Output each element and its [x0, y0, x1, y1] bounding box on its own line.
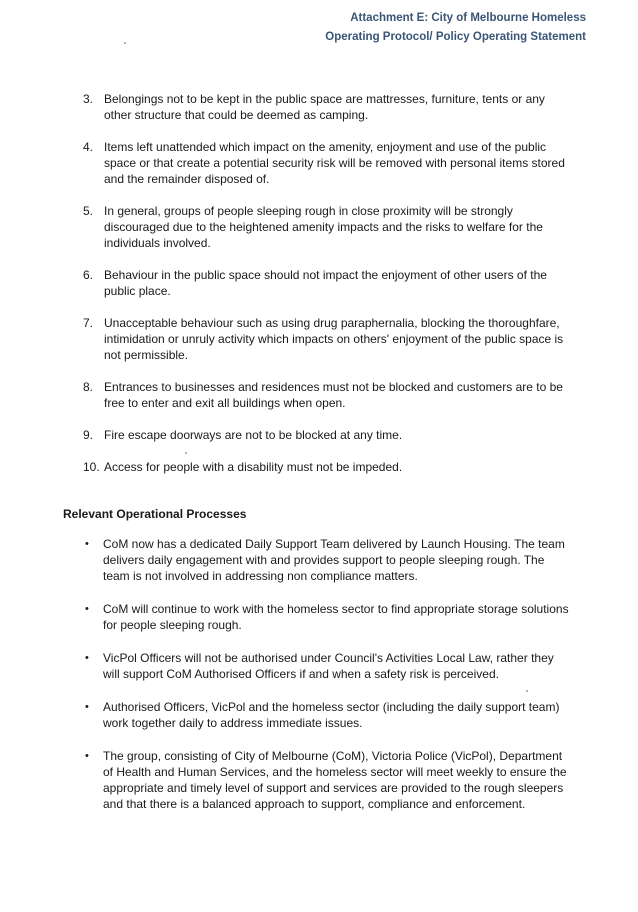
bullet-item — [0, 536, 638, 584]
list-text: Belongings not to be kept in the public space are mattresses, furniture, tents or any other structure that could be deemed as camping. — [104, 92, 545, 122]
list-text: In general, groups of people sleeping rough in close proximity will be strongly discouraged due to the heightened amenity impacts and the risks to welfare for the individuals involved. — [104, 204, 543, 250]
bullet-item — [0, 601, 638, 633]
list-number: 10. — [83, 460, 100, 474]
list-item — [0, 203, 638, 251]
bullet-text: Authorised Officers, VicPol and the homeless sector (including the daily support team) work together daily to address immediate issues. — [103, 700, 560, 730]
list-item — [0, 459, 638, 475]
bullet-icon: • — [85, 603, 89, 615]
scan-speck — [526, 690, 528, 692]
list-text: Behaviour in the public space should not impact the enjoyment of other users of the public place. — [104, 268, 547, 298]
bullet-icon: • — [85, 701, 89, 713]
scan-speck — [185, 452, 187, 454]
list-text: Entrances to businesses and residences must not be blocked and customers are to be free to enter and exit all buildings when open. — [104, 380, 563, 410]
list-text: Fire escape doorways are not to be blocked at any time. — [104, 428, 403, 442]
list-text: Unacceptable behaviour such as using drug paraphernalia, blocking the thoroughfare, intimidation or unruly activity which impacts on others' enjoyment of the public space is not permissible. — [104, 316, 564, 362]
list-text: Items left unattended which impact on the amenity, enjoyment and use of the public space or that create a potential security risk will be removed with personal items stored and the remainder disposed of. — [104, 140, 565, 186]
bullet-item — [0, 748, 638, 812]
list-number: 9. — [83, 428, 94, 442]
list-number: 3. — [83, 92, 94, 106]
bullet-text: CoM now has a dedicated Daily Support Team delivered by Launch Housing. The team delivers daily engagement with and provides support to people sleeping rough. The team is not involved in addressing non compliance matters. — [103, 537, 565, 583]
bullet-text: VicPol Officers will not be authorised under Council's Activities Local Law, rather they will support CoM Authorised Officers if and when a safety risk is perceived. — [103, 651, 554, 681]
list-item — [0, 315, 638, 363]
document-header — [325, 9, 586, 47]
bullet-text: The group, consisting of City of Melbourne (CoM), Victoria Police (VicPol), Department of Health and Human Services, and the homeless sector will meet weekly to ensure the appropriate and timely level of support and services are provided to the rough sleepers and that there is a balanced approach to support, compliance and enforcement. — [103, 749, 567, 811]
bullet-text: CoM will continue to work with the homeless sector to find appropriate storage solutions for people sleeping rough. — [103, 602, 569, 632]
list-number: 8. — [83, 380, 94, 394]
section-heading: Relevant Operational Processes — [63, 507, 247, 521]
bullet-icon: • — [85, 750, 89, 762]
list-text: Access for people with a disability must not be impeded. — [104, 460, 403, 474]
header-line-2: Operating Protocol/ Policy Operating Statement — [325, 31, 586, 43]
list-item — [0, 379, 638, 411]
list-number: 6. — [83, 268, 94, 282]
numbered-list — [0, 91, 638, 491]
scan-speck — [124, 42, 126, 44]
list-item — [0, 267, 638, 299]
bullet-list — [0, 536, 638, 829]
list-item — [0, 91, 638, 123]
list-item — [0, 427, 638, 443]
bullet-item — [0, 699, 638, 731]
list-number: 4. — [83, 140, 94, 154]
bullet-icon: • — [85, 538, 89, 550]
list-number: 7. — [83, 316, 94, 330]
bullet-item — [0, 650, 638, 682]
header-line-1: Attachment E: City of Melbourne Homeless — [350, 12, 586, 24]
list-item — [0, 139, 638, 187]
bullet-icon: • — [85, 652, 89, 664]
list-number: 5. — [83, 204, 94, 218]
